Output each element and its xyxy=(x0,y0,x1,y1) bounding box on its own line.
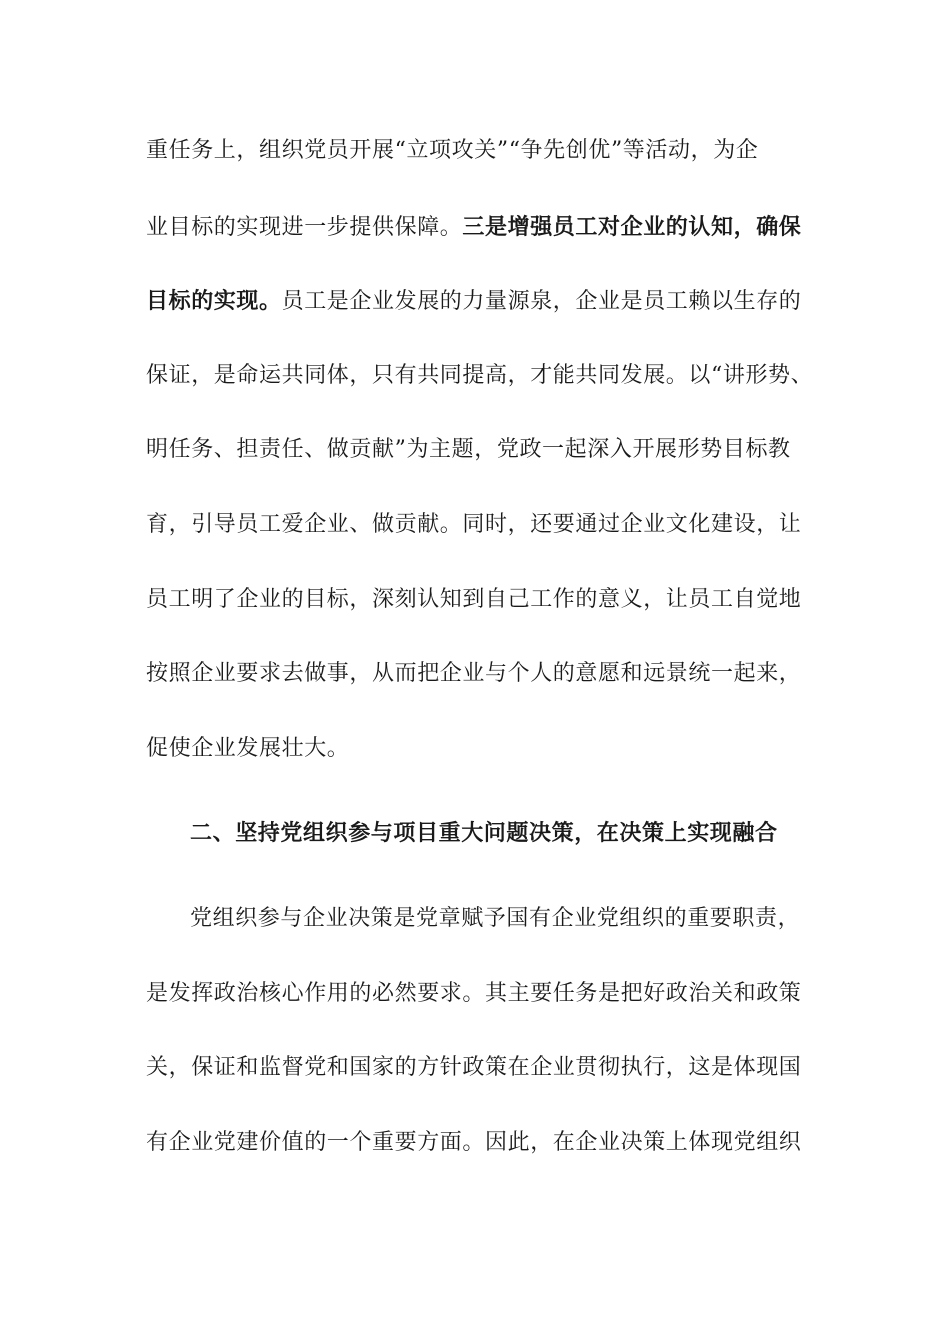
paragraph-line: 促使企业发展壮大。 xyxy=(146,736,350,761)
plain-text: 业目标的实现进一步提供保障。 xyxy=(146,215,463,240)
paragraph-line: 有企业党建价值的一个重要方面。因此，在企业决策上体现党组织 xyxy=(146,1130,802,1155)
bold-text: 三是增强员工对企业的认知，确保 xyxy=(462,214,802,240)
paragraph-line: 党组织参与企业决策是党章赋予国有企业党组织的重要职责， xyxy=(190,906,801,931)
plain-text: 员工是企业发展的力量源泉，企业是员工赖以生存的 xyxy=(281,289,802,314)
paragraph-line: 关，保证和监督党和国家的方针政策在企业贯彻执行，这是体现国 xyxy=(146,1055,802,1080)
paragraph-line: 明任务、担责任、做贡献”为主题，党政一起深入开展形势目标教 xyxy=(146,437,791,462)
section-heading: 二、坚持党组织参与项目重大问题决策，在决策上实现融合 xyxy=(190,820,778,846)
paragraph-line: 重任务上，组织党员开展“立项攻关”“争先创优”等活动，为企 xyxy=(146,138,759,163)
paragraph-line xyxy=(146,210,806,244)
paragraph-line: 保证，是命运共同体，只有共同提高，才能共同发展。以“讲形势、 xyxy=(146,363,814,388)
paragraph-line xyxy=(146,284,806,318)
paragraph-line: 是发挥政治核心作用的必然要求。其主要任务是把好政治关和政策 xyxy=(146,981,802,1006)
paragraph-line: 育，引导员工爱企业、做贡献。同时，还要通过企业文化建设，让 xyxy=(146,512,802,537)
bold-text: 目标的实现。 xyxy=(146,288,282,314)
paragraph-line: 员工明了企业的目标，深刻认知到自己工作的意义，让员工自觉地 xyxy=(146,587,802,612)
paragraph-line: 按照企业要求去做事，从而把企业与个人的意愿和远景统一起来， xyxy=(146,661,802,686)
